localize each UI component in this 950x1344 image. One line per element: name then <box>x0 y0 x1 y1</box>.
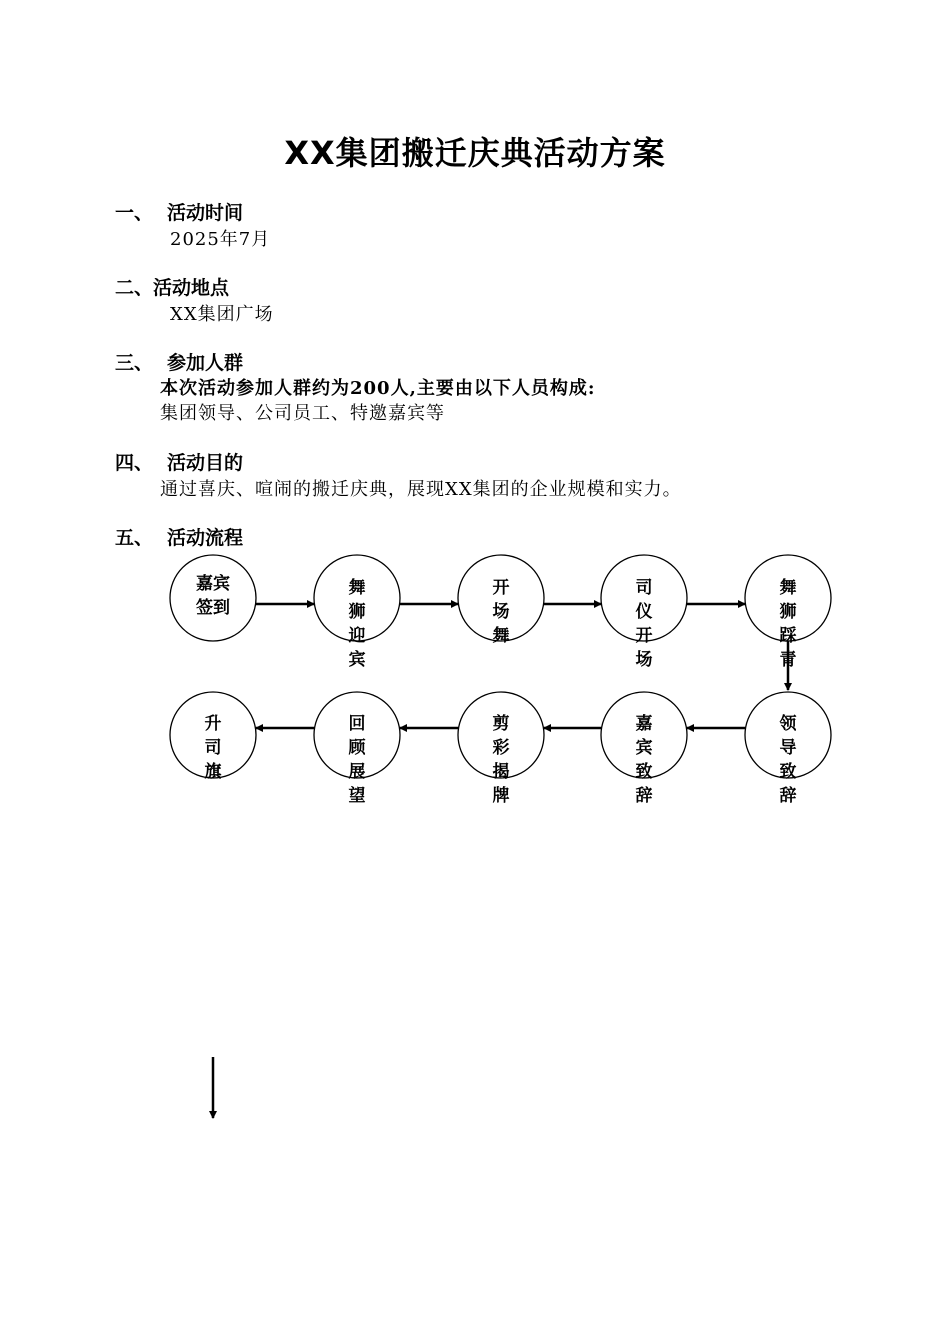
flow-node-label <box>614 576 674 672</box>
flow-node-text: 狮 <box>348 602 366 622</box>
flow-node-text: 揭 <box>492 762 510 782</box>
flow-node-text: 青 <box>779 650 797 670</box>
section-5-number: 五、 <box>115 527 154 549</box>
flow-node-label <box>327 576 387 672</box>
flow-node-text: 辞 <box>635 786 653 806</box>
flow-node-text: 剪 <box>492 714 510 734</box>
flow-node-label <box>183 712 243 784</box>
section-4-title: 活动目的 <box>167 452 244 474</box>
flow-node-text: 司 <box>635 578 653 598</box>
flow-node-label <box>471 576 531 648</box>
flow-node-text: 升 <box>204 714 222 734</box>
flow-node-text: 宾 <box>348 650 366 670</box>
flow-node-text: 嘉 <box>635 714 653 734</box>
flow-node-text: 彩 <box>492 738 510 758</box>
flow-node-text: 舞 <box>779 578 797 598</box>
flow-node-text: 回 <box>348 714 366 734</box>
section-3-number: 三、 <box>115 352 154 374</box>
section-3-title: 参加人群 <box>167 352 244 374</box>
section-4-number: 四、 <box>115 452 154 474</box>
flow-node-text: 牌 <box>492 786 510 806</box>
flow-node-text: 仪 <box>635 602 653 622</box>
flow-node-text: 开 <box>635 626 653 646</box>
flow-node-text: 司 <box>204 738 222 758</box>
flow-node-text: 场 <box>635 650 653 670</box>
flow-node-text: 宾 <box>635 738 653 758</box>
section-4-content: 通过喜庆、喧闹的搬迁庆典，展现XX集团的企业规模和实力。 <box>160 479 682 500</box>
flow-node-text: 舞 <box>492 626 510 646</box>
flow-node-text: 导 <box>779 738 797 758</box>
flow-node-label <box>758 712 818 808</box>
flow-node-text: 致 <box>635 762 653 782</box>
flow-node-text: 狮 <box>779 602 797 622</box>
section-5-title: 活动流程 <box>167 527 244 549</box>
section-1-number: 一、 <box>115 202 154 224</box>
page-title: XX集团搬迁庆典活动方案 <box>284 134 666 172</box>
section-2-number: 二、 <box>115 277 154 299</box>
flow-node-text: 嘉宾 <box>196 574 230 594</box>
section-1-title: 活动时间 <box>167 202 244 224</box>
flow-node-text: 致 <box>779 762 797 782</box>
flow-node-text: 辞 <box>779 786 797 806</box>
flow-node-label <box>327 712 387 808</box>
flow-node-text: 迎 <box>348 626 366 646</box>
flow-node-text: 顾 <box>348 738 366 758</box>
flow-node-text: 开 <box>492 578 510 598</box>
flow-node-text: 踩 <box>779 626 797 646</box>
flow-node-label <box>758 576 818 672</box>
section-3-content: 集团领导、公司员工、特邀嘉宾等 <box>160 403 445 424</box>
flow-node-text: 场 <box>492 602 510 622</box>
flow-node-text: 签到 <box>196 598 230 618</box>
flow-node-text: 旗 <box>204 762 222 782</box>
section-1-content: 2025年7月 <box>170 229 271 250</box>
flow-node-text: 展 <box>348 762 366 782</box>
flow-node-label <box>471 712 531 808</box>
flow-node-label <box>183 572 243 620</box>
section-2-content: XX集团广场 <box>170 304 274 325</box>
flow-node-text: 领 <box>779 714 797 734</box>
flow-node-label <box>614 712 674 808</box>
section-2-title: 活动地点 <box>153 277 230 299</box>
flow-node-text: 望 <box>348 786 366 806</box>
section-3-bold-line: 本次活动参加人群约为200人,主要由以下人员构成: <box>160 378 596 399</box>
flow-node-text: 舞 <box>348 578 366 598</box>
